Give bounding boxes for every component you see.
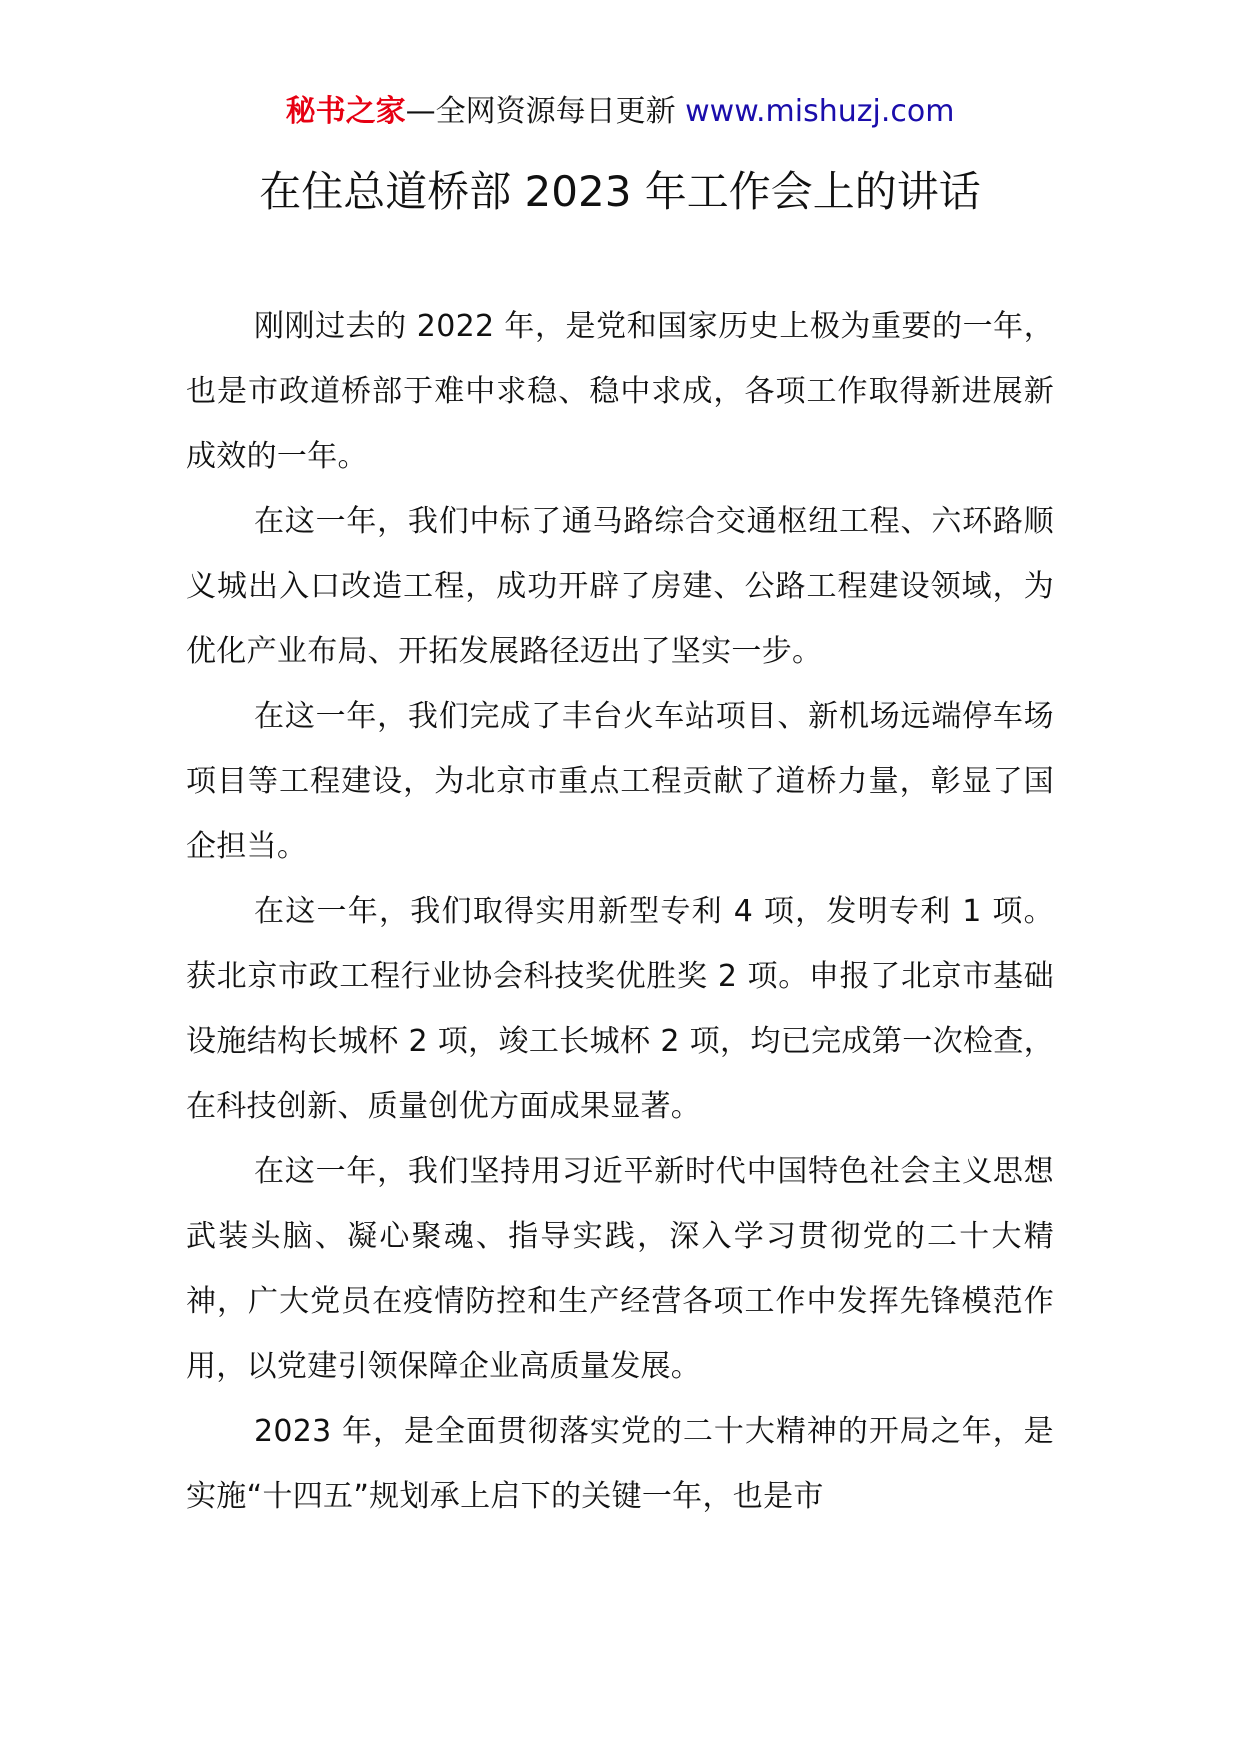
paragraph-2: 在这一年，我们中标了通马路综合交通枢纽工程、六环路顺义城出入口改造工程，成功开辟了房建、公路工程建设领域，为优化产业布局、开拓发展路径迈出了坚实一步。 xyxy=(186,504,1054,669)
document-title: 在住总道桥部 2023 年工作会上的讲话 xyxy=(259,167,981,216)
paragraph-4: 在这一年，我们取得实用新型专利 4 项，发明专利 1 项。获北京市政工程行业协会科技奖优胜奖 2 项。申报了北京市基础设施结构长城杯 2 项，竣工长城杯 2 项，均已完成第一次检查，在科技创新、质量创优方面成果显著。 xyxy=(186,894,1054,1124)
site-url-link[interactable]: www.mishuzj.com xyxy=(685,94,955,129)
site-header xyxy=(0,92,1240,132)
header-tagline: —全网资源每日更新 xyxy=(405,94,686,129)
paragraph-5: 在这一年，我们坚持用习近平新时代中国特色社会主义思想武装头脑、凝心聚魂、指导实践，深入学习贯彻党的二十大精神，广大党员在疫情防控和生产经营各项工作中发挥先锋模范作用，以党建引领保障企业高质量发展。 xyxy=(186,1154,1054,1384)
brand-name: 秘书之家 xyxy=(285,94,406,129)
paragraph-1: 刚刚过去的 2022 年，是党和国家历史上极为重要的一年，也是市政道桥部于难中求稳、稳中求成，各项工作取得新进展新成效的一年。 xyxy=(186,309,1054,474)
paragraph-6: 2023 年，是全面贯彻落实党的二十大精神的开局之年，是实施“十四五”规划承上启下的关键一年，也是市 xyxy=(186,1414,1054,1514)
paragraph-3: 在这一年，我们完成了丰台火车站项目、新机场远端停车场项目等工程建设，为北京市重点工程贡献了道桥力量，彰显了国企担当。 xyxy=(186,699,1054,864)
document-body xyxy=(186,294,1054,1529)
